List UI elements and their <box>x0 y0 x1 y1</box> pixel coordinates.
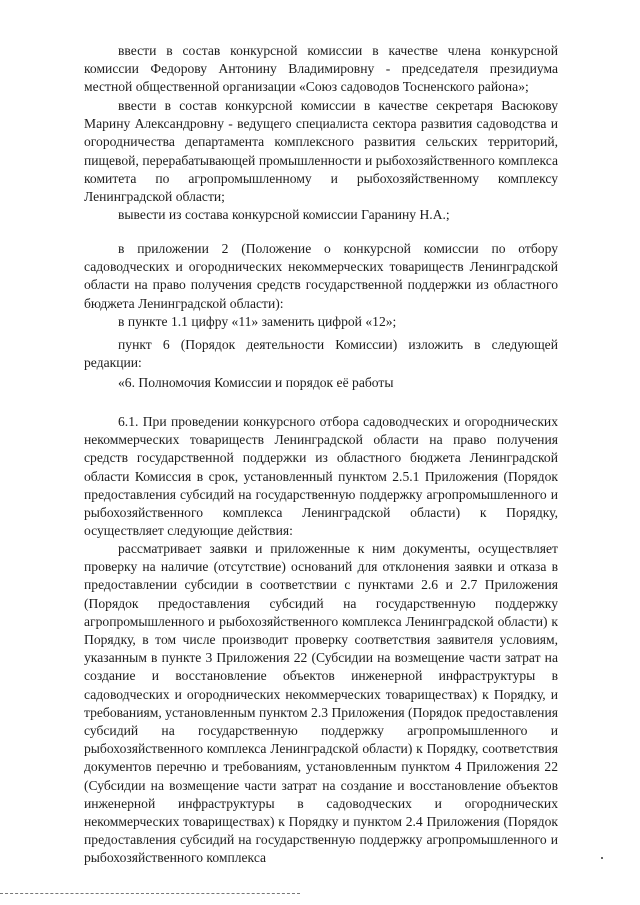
paragraph-add-secretary: ввести в состав конкурсной комиссии в качестве секретаря Васюкову Марину Александровну - ведущего специалиста сектора развития садоводства и огородничества департамента комплексного развития сельских территорий, пищевой, перерабатывающей промышленности и рыбохозяйственного комплекса комитета по агропромышленному и рыбохозяйственному комплексу Ленинградской области; <box>84 98 558 205</box>
bottom-rule <box>0 893 300 894</box>
paragraph-appendix-2: в приложении 2 (Положение о конкурсной комиссии по отбору садоводческих и огороднических некоммерческих товариществ Ленинградской области на право получения средств государственной поддержки из областного бюджета Ленинградской области): <box>84 241 558 311</box>
paragraph-add-member: ввести в состав конкурсной комиссии в качестве члена конкурсной комиссии Федорову Антонину Владимировну - председателя президиума местной общественной организации «Союз садоводов Тосненского района»; <box>84 43 558 95</box>
paragraph-clause-1-1: в пункте 1.1 цифру «11» заменить цифрой «12»; <box>118 314 397 329</box>
section-heading-6: «6. Полномочия Комиссии и порядок её работы <box>118 375 394 390</box>
paragraph-clause-6: пункт 6 (Порядок деятельности Комиссии) изложить в следующей редакции: <box>84 337 558 371</box>
paragraph-remove-member: вывести из состава конкурсной комиссии Гаранину Н.А.; <box>118 207 450 222</box>
paragraph-reviews-applications: рассматривает заявки и приложенные к ним документы, осуществляет проверку на наличие (отсутствие) оснований для отклонения заявки и отказа в предоставлении субсидии в соответствии с пунктами 2.6 и 2.7 Приложения (Порядок предоставления субсидий на государственную поддержку агропромышленного и рыбохозяйственного комплекса Ленинградской области) к Порядку, в том числе производит проверку соответствия заявителя условиям, указанным в пункте 3 Приложения 22 (Субсидии на возмещение части затрат на создание и восстановление объектов инженерной инфраструктуры в садоводческих и огороднических некоммерческих товариществах) к Порядку, и требованиям, установленным пунктом 2.3 Приложения (Порядок предоставления субсидий на государственную поддержку агропромышленного и рыбохозяйственного комплекса Ленинградской области) к Порядку, соответствия документов перечню и требованиям, установленным пунктом 4 Приложения 22 (Субсидии на возмещение части затрат на создание и восстановление объектов инженерной инфраструктуры в садоводческих и огороднических некоммерческих товариществах) к Порядку и пунктом 2.4 Приложения (Порядок предоставления субсидий на государственную поддержку агропромышленного и рыбохозяйственного комплекса <box>84 541 558 866</box>
paragraph-6-1: 6.1. При проведении конкурсного отбора садоводческих и огороднических некоммерческих товариществ Ленинградской области на право получения средств государственной поддержки из областного бюджета Ленинградской области Комиссия в срок, установленный пунктом 2.5.1 Приложения (Порядок предоставления субсидий на государственную поддержку агропромышленного и рыбохозяйственного комплекса Ленинградской области) к Порядку, осуществляет следующие действия: <box>84 414 558 539</box>
page-speck <box>601 857 603 859</box>
